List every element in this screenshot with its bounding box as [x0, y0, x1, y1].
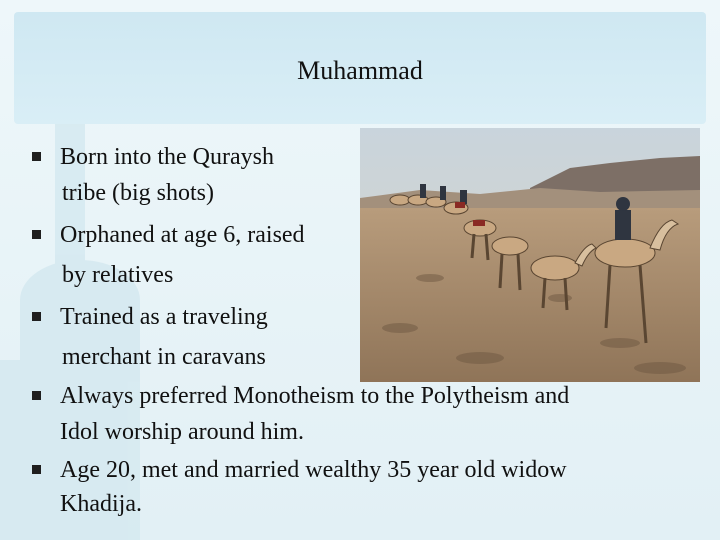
camel-caravan-photo	[360, 128, 700, 382]
bullet-line: Trained as a traveling	[60, 304, 268, 330]
bullet-line: by relatives	[62, 262, 174, 288]
bullet-square-icon	[32, 230, 41, 239]
bullet-line: Always preferred Monotheism to the Polytheism and	[60, 383, 570, 409]
bullet-line: Age 20, met and married wealthy 35 year old widow	[60, 457, 567, 483]
bullet-line: tribe (big shots)	[62, 180, 214, 206]
bullet-line: Idol worship around him.	[60, 419, 304, 445]
slide-title: Muhammad	[297, 56, 423, 85]
bullet-square-icon	[32, 152, 41, 161]
bullet-line: Born into the Quraysh	[60, 144, 274, 170]
bullet-square-icon	[32, 391, 41, 400]
bullet-line: merchant in caravans	[62, 344, 266, 370]
bullet-line: Khadija.	[60, 491, 142, 517]
bullet-square-icon	[32, 465, 41, 474]
bullet-square-icon	[32, 312, 41, 321]
bullet-line: Orphaned at age 6, raised	[60, 222, 305, 248]
